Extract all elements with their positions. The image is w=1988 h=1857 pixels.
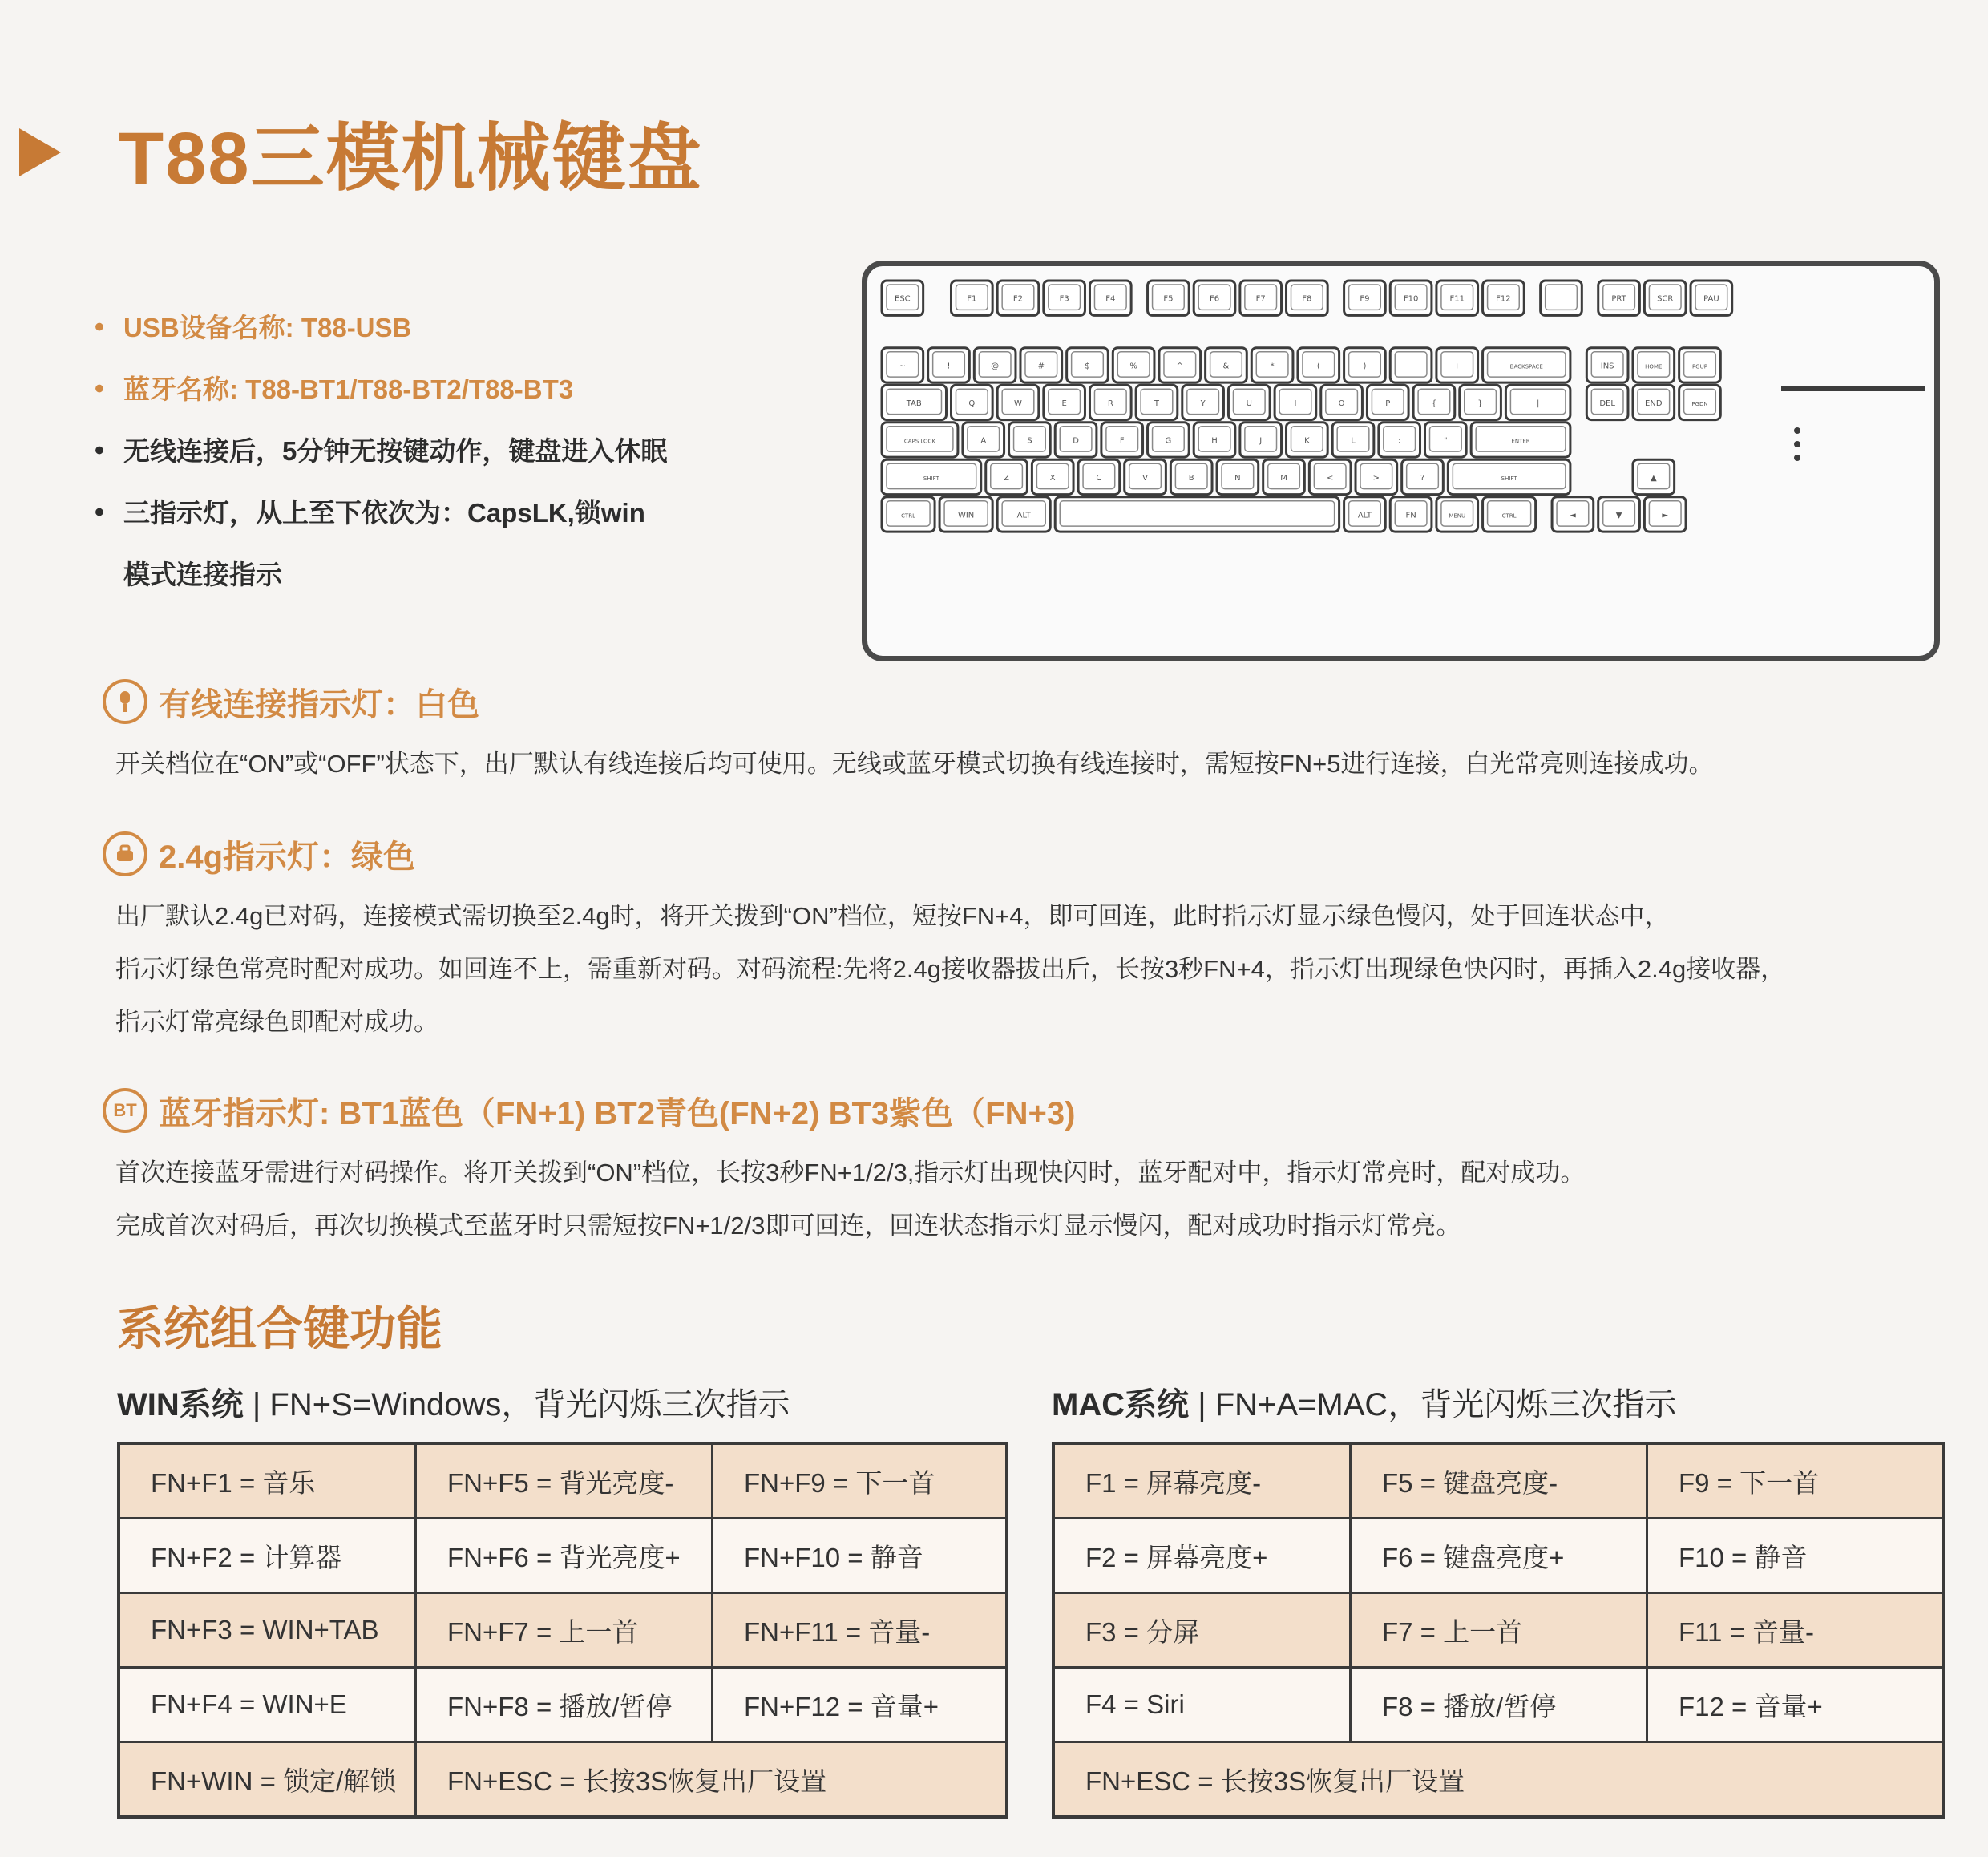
keycap: [1505, 385, 1570, 419]
keycap: [1436, 497, 1478, 532]
keycap-label: {: [1431, 399, 1437, 408]
keycap-label: CAPS LOCK: [903, 438, 936, 445]
keycap: [1436, 281, 1478, 315]
header: [19, 104, 703, 200]
keycap-label: P: [1385, 399, 1391, 408]
keycap-label: Y: [1200, 399, 1206, 408]
keycap: [882, 385, 946, 419]
keycap: [1390, 281, 1432, 315]
combo-cell: F3 = 分屏: [1055, 1594, 1352, 1669]
section-line: 指示灯绿色常亮时配对成功。如回连不上，需重新对码。对码流程:先将2.4g接收器拔出后，长按3秒FN+4，指示灯出现绿色快闪时，再插入2.4g接收器，: [115, 955, 1786, 983]
section-body: [103, 890, 1946, 1049]
bluetooth-indicator-section: [103, 1082, 1946, 1252]
keycap: [1240, 423, 1282, 457]
spec-text: 无线连接后，5分钟无按键动作，键盘进入休眠: [123, 436, 668, 466]
keycap-label: HOME: [1645, 363, 1663, 370]
keycap-label: ALT: [1016, 511, 1031, 520]
keycap: [1228, 385, 1270, 419]
keycap: [1194, 423, 1235, 457]
keycap: [1136, 385, 1178, 419]
page-title: T88三模机械键盘: [119, 118, 703, 200]
combo-cell: F2 = 屏幕亮度+: [1055, 1519, 1352, 1594]
section-line: 开关档位在“ON”或“OFF”状态下，出厂默认有线连接后均可使用。无线或蓝牙模式切换有线连接时，需短按FN+5进行连接，白光常亮则连接成功。: [115, 750, 1714, 778]
combo-cell: FN+F7 = 上一首: [417, 1594, 713, 1669]
keycap: [1483, 281, 1525, 315]
keycap: [1113, 348, 1154, 382]
receiver-icon: [103, 831, 147, 876]
keycap: [1460, 385, 1501, 419]
keycap-label: F1: [967, 294, 977, 304]
section-body: [103, 738, 1946, 791]
keycap: [1390, 497, 1432, 532]
keycap: [1691, 281, 1732, 315]
keycap: [963, 423, 1004, 457]
keycap-label: ": [1444, 436, 1448, 446]
section-line: 首次连接蓝牙需进行对码操作。将开关拨到“ON”档位，长按3秒FN+1/2/3,指示灯出现快闪时，蓝牙配对中，指示灯常亮时，配对成功。: [115, 1159, 1586, 1187]
keycap: [1367, 385, 1408, 419]
keycap: [882, 497, 935, 532]
keycap-label: A: [980, 436, 987, 446]
indicator-bar: [1781, 386, 1925, 391]
bluetooth-icon: BT: [103, 1088, 147, 1133]
keycap-label: F10: [1403, 294, 1419, 304]
bullet-icon: •: [95, 435, 104, 466]
keycap-label: TAB: [906, 399, 922, 408]
section-line: 指示灯常亮绿色即配对成功。: [115, 1008, 438, 1036]
keycap: [1586, 385, 1628, 419]
keycap: [1309, 459, 1351, 494]
keycap-label: F7: [1255, 294, 1266, 304]
indicator-light: [1794, 441, 1800, 447]
keycap-label: !: [947, 362, 951, 371]
keycap: [1055, 423, 1097, 457]
keycap-label: -: [1409, 362, 1412, 371]
keycap: [1170, 459, 1212, 494]
keycap-label: }: [1477, 399, 1483, 408]
combo-cell: FN+WIN = 锁定/解锁: [120, 1743, 417, 1815]
keycap-label: %: [1129, 362, 1137, 371]
keycap-label: F5: [1163, 294, 1174, 304]
keycap-label: DEL: [1599, 399, 1615, 408]
bullet-icon: •: [95, 312, 104, 342]
keycap: [1148, 423, 1190, 457]
section-line: 完成首次对码后，再次切换模式至蓝牙时只需短按FN+1/2/3即可回连，回连状态指示灯显示慢闪，配对成功时指示灯常亮。: [115, 1212, 1461, 1240]
keycap: [1044, 385, 1085, 419]
combo-cell: F10 = 静音: [1648, 1519, 1942, 1594]
combo-cell: FN+F4 = WIN+E: [120, 1669, 417, 1743]
keycap: [951, 281, 992, 315]
keycap: [1275, 385, 1316, 419]
keycap-label: X: [1049, 473, 1056, 483]
keycap: [1217, 459, 1259, 494]
keycap: [1344, 348, 1386, 382]
keycap-label: N: [1234, 473, 1241, 483]
keycap: [1298, 348, 1339, 382]
keycap-label: $: [1085, 362, 1090, 371]
keycap-label: D: [1073, 436, 1079, 446]
keycap: [1206, 348, 1247, 382]
keycap: [1078, 459, 1120, 494]
keycap-label: I: [1294, 399, 1297, 408]
keycap-label: PGUP: [1691, 363, 1707, 370]
keycap: [1089, 385, 1131, 419]
wired-indicator-section: [103, 674, 1946, 791]
keycap: [1251, 348, 1293, 382]
combo-cell: FN+ESC = 长按3S恢复出厂设置: [1055, 1743, 1942, 1815]
keycap: [1332, 423, 1374, 457]
spec-list: [95, 297, 816, 605]
combo-cell: F6 = 键盘亮度+: [1352, 1519, 1648, 1594]
keycap-label: R: [1107, 399, 1113, 408]
combo-cell: F8 = 播放/暂停: [1352, 1669, 1648, 1743]
keycap: [1067, 348, 1109, 382]
keycap: [1483, 497, 1536, 532]
keycap-label: W: [1014, 399, 1022, 408]
keycap: [1356, 459, 1397, 494]
keycap: [882, 423, 958, 457]
keycap-label: ENTER: [1511, 438, 1530, 445]
keycap: [1679, 385, 1721, 419]
keycap-label: J: [1259, 436, 1263, 446]
keycap: [1240, 281, 1282, 315]
keycap-label: Z: [1004, 473, 1009, 483]
section-title: 有线连接指示灯：白色: [159, 686, 479, 722]
indicator-light: [1794, 427, 1800, 434]
spec-continuation: 模式连接指示: [123, 560, 282, 589]
spec-item: [95, 358, 816, 420]
keycap-label: F12: [1496, 294, 1511, 304]
keycap: [1287, 281, 1328, 315]
keycap: [1633, 385, 1675, 419]
keycap: [1448, 459, 1570, 494]
combo-cell: FN+F1 = 音乐: [120, 1445, 417, 1519]
keycap-label: ): [1363, 362, 1367, 371]
play-arrow-icon: [19, 128, 61, 176]
combo-cell: FN+F2 = 计算器: [120, 1519, 417, 1594]
keycap-label: F11: [1449, 294, 1465, 304]
section-line: 出厂默认2.4g已对码，连接模式需切换至2.4g时，将开关拨到“ON”档位，短按FN+4，即可回连，此时指示灯显示绿色慢闪，处于回连状态中，: [115, 902, 1670, 930]
keycap-label: +: [1453, 362, 1461, 371]
keycap: [1089, 281, 1131, 315]
wireless-indicator-section: [103, 826, 1946, 1049]
keycap: [1483, 348, 1570, 382]
keycap: [1598, 497, 1640, 532]
win-system-desc: | FN+S=Windows，背光闪烁三次指示: [243, 1387, 790, 1422]
keycap-label: E: [1061, 399, 1067, 408]
spec-text: 三指示灯，从上至下依次为：CapsLK,锁win: [123, 498, 645, 528]
keycap-label: F3: [1059, 294, 1069, 304]
keycap: [1552, 497, 1594, 532]
keycap-label: C: [1096, 473, 1102, 483]
keycap: [928, 348, 970, 382]
keycap-label: (: [1316, 362, 1320, 371]
keycap-label: *: [1270, 362, 1275, 371]
keycap-label: MENU: [1449, 512, 1466, 520]
keycap: [986, 459, 1028, 494]
keycap-label: #: [1037, 362, 1045, 371]
keycap-label: ◄: [1570, 511, 1576, 520]
spec-item: [95, 420, 816, 482]
keycap-label: ▲: [1650, 473, 1657, 483]
keycap-label: ^: [1176, 362, 1183, 371]
keycap: [1436, 348, 1478, 382]
keycap: [997, 497, 1050, 532]
bullet-icon: •: [95, 374, 104, 404]
keycap-label: O: [1338, 399, 1345, 408]
keycap: [1379, 423, 1420, 457]
mac-system-name: MAC系统: [1052, 1387, 1190, 1422]
keycap-label: F4: [1105, 294, 1116, 304]
combo-cell: F5 = 键盘亮度-: [1352, 1445, 1648, 1519]
keycap: [1586, 348, 1628, 382]
combo-cell: F7 = 上一首: [1352, 1594, 1648, 1669]
keycap: [974, 348, 1016, 382]
mac-system-desc: | FN+A=MAC，背光闪烁三次指示: [1189, 1387, 1677, 1422]
keycap: [1598, 281, 1640, 315]
keycap-label: L: [1351, 436, 1356, 446]
keycap: [1644, 497, 1686, 532]
keycap-label: BACKSPACE: [1509, 363, 1543, 370]
keycap: [882, 459, 981, 494]
keycap-label: :: [1397, 436, 1401, 446]
keycap: [1471, 423, 1570, 457]
combo-section-title: 系统组合键功能: [117, 1303, 443, 1355]
keycap-label: CTRL: [1501, 512, 1517, 520]
win-system-heading: [117, 1379, 790, 1425]
spec-text: USB设备名称: T88-USB: [123, 313, 412, 342]
section-title: 蓝牙指示灯: BT1蓝色（FN+1) BT2青色(FN+2) BT3紫色（FN+3): [159, 1095, 1076, 1131]
keycap-label: FN: [1405, 511, 1416, 520]
combo-cell: F4 = Siri: [1055, 1669, 1352, 1743]
combo-cell: FN+F6 = 背光亮度+: [417, 1519, 713, 1594]
keycap: [951, 385, 992, 419]
keycap: [1425, 423, 1467, 457]
keycap: [1101, 423, 1143, 457]
keycap: [1633, 459, 1675, 494]
keyboard-diagram: [862, 261, 1940, 661]
keycap-label: &: [1222, 362, 1230, 371]
keycap-label: B: [1188, 473, 1194, 483]
keycap-label: T: [1154, 399, 1160, 408]
keycap: [1541, 281, 1582, 315]
keycap: [1009, 423, 1051, 457]
keycap-label: S: [1027, 436, 1032, 446]
keycap: [1390, 348, 1432, 382]
keycap-label: F2: [1012, 294, 1024, 304]
keycap: [1159, 348, 1201, 382]
mac-system-heading: [1052, 1379, 1676, 1425]
keycap-label: >: [1372, 473, 1380, 483]
spec-text: 蓝牙名称: T88-BT1/T88-BT2/T88-BT3: [123, 374, 574, 404]
keycap: [997, 281, 1039, 315]
indicator-light: [1794, 455, 1800, 461]
keycap: [1055, 497, 1339, 532]
combo-cell: FN+F5 = 背光亮度-: [417, 1445, 713, 1519]
keycap: [997, 385, 1039, 419]
keycap-label: ►: [1662, 511, 1669, 520]
win-combo-table: [117, 1442, 1008, 1819]
keycap: [882, 348, 923, 382]
combo-cell: F1 = 屏幕亮度-: [1055, 1445, 1352, 1519]
combo-cell: FN+ESC = 长按3S恢复出厂设置: [417, 1743, 1005, 1815]
combo-cell: FN+F11 = 音量-: [713, 1594, 1005, 1669]
keycap-label: ALT: [1357, 511, 1372, 520]
keycap: [1194, 281, 1235, 315]
combo-cell: FN+F10 = 静音: [713, 1519, 1005, 1594]
keycap: [1321, 385, 1363, 419]
combo-cell: F12 = 音量+: [1648, 1669, 1942, 1743]
keycap: [1633, 348, 1675, 382]
keycap-label: |: [1536, 399, 1540, 408]
keycap-label: U: [1246, 399, 1252, 408]
keycap-label: INS: [1600, 362, 1614, 371]
keycap-label: CTRL: [901, 512, 916, 520]
keycap-label: @: [991, 362, 1000, 371]
keycap-label: M: [1280, 473, 1287, 483]
keycap-label: END: [1645, 399, 1663, 408]
keycap: [1125, 459, 1166, 494]
keycap: [1182, 385, 1224, 419]
keycap: [1344, 281, 1386, 315]
combo-cell: FN+F9 = 下一首: [713, 1445, 1005, 1519]
keycap: [1020, 348, 1062, 382]
keycap: [1344, 497, 1386, 532]
combo-cell: FN+F3 = WIN+TAB: [120, 1594, 417, 1669]
keycap-label: H: [1211, 436, 1218, 446]
combo-cell: F11 = 音量-: [1648, 1594, 1942, 1669]
keycap-label: SCR: [1657, 294, 1674, 304]
keycap: [1032, 459, 1073, 494]
keycap: [1287, 423, 1328, 457]
keycap-label: ESC: [895, 294, 911, 304]
keycap: [1263, 459, 1305, 494]
keycap: [1679, 348, 1721, 382]
spec-item: [95, 482, 816, 544]
win-system-name: WIN系统: [117, 1387, 244, 1422]
combo-cell: FN+F12 = 音量+: [713, 1669, 1005, 1743]
keycap-label: F8: [1302, 294, 1312, 304]
keycap: [1148, 281, 1190, 315]
keycap-label: Q: [968, 399, 976, 408]
keycap-label: ▼: [1615, 511, 1622, 520]
keycap-label: ~: [899, 362, 907, 371]
keycap-label: V: [1142, 473, 1148, 483]
keycap-label: <: [1326, 473, 1334, 483]
keycap-label: PAU: [1703, 294, 1719, 304]
section-title: 2.4g指示灯：绿色: [159, 839, 416, 875]
section-body: [103, 1147, 1946, 1252]
keycap: [1413, 385, 1455, 419]
keycap: [1644, 281, 1686, 315]
plug-icon: [103, 679, 147, 724]
keycap-label: G: [1165, 436, 1172, 446]
keycap-label: ?: [1420, 473, 1425, 483]
keycap: [1044, 281, 1085, 315]
mac-combo-table: [1052, 1442, 1945, 1819]
keycap-label: WIN: [957, 511, 975, 520]
spec-item: [95, 297, 816, 358]
keycap-label: SHIFT: [923, 475, 939, 482]
keycap-label: PGDN: [1691, 400, 1708, 407]
keycap-label: PRT: [1611, 294, 1626, 304]
keyboard-layout-svg: [867, 266, 1934, 656]
keycap: [939, 497, 992, 532]
keycap-label: K: [1304, 436, 1310, 446]
keycap-label: F9: [1360, 294, 1370, 304]
keycap: [882, 281, 923, 315]
keycap: [1402, 459, 1444, 494]
keycap-label: F: [1119, 436, 1125, 446]
combo-cell: F9 = 下一首: [1648, 1445, 1942, 1519]
combo-cell: FN+F8 = 播放/暂停: [417, 1669, 713, 1743]
keycap-label: SHIFT: [1501, 475, 1517, 482]
bullet-icon: •: [95, 497, 104, 528]
keycap-label: F6: [1209, 294, 1220, 304]
